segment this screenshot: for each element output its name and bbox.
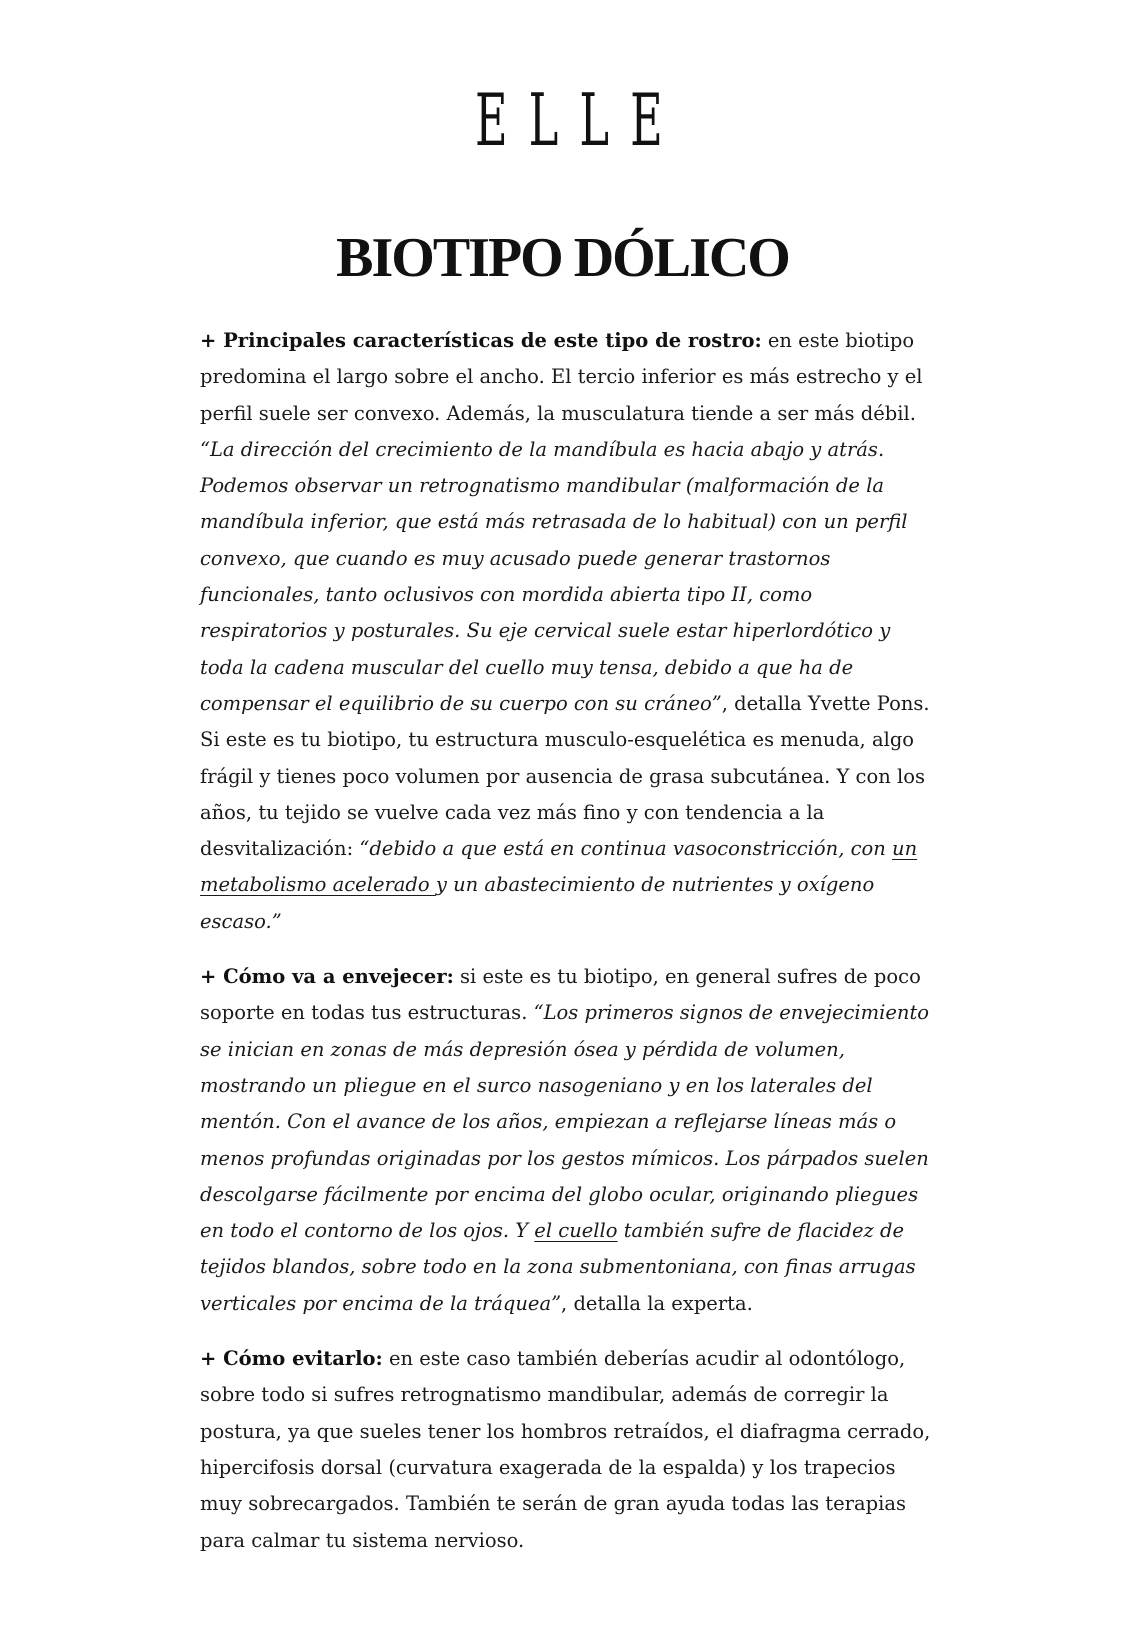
link-metabolismo-acelerado[interactable]: un metabolismo acelerado xyxy=(200,837,918,897)
paragraph-aging xyxy=(200,959,940,1322)
masthead xyxy=(0,78,1125,162)
text-characteristics-intro: en este biotipo predomina el largo sobre el ancho. El tercio inferior es más estrecho y el perfil suele ser convexo. Además, la musculatura tiende a ser más débil. xyxy=(200,329,923,425)
quote-aging-start: “Los primeros signos de envejecimiento se inician en zonas de más depresión ósea y pérdida de volumen, mostrando un pliegue en el surco nasogeniano y en los laterales del mentón. Con el avance de los años, empiezan a reflejarse líneas más o menos profundas originadas por los gestos mímicos. Los párpados suelen descolgarse fácilmente por encima del globo ocular, originando pliegues en todo el contorno de los ojos. Y xyxy=(200,1001,930,1243)
text-aging-intro: si este es tu biotipo, en general sufres de poco soporte en todas tus estructuras. xyxy=(200,965,921,1025)
paragraph-characteristics xyxy=(200,323,940,940)
section-heading-characteristics: + Principales características de este tipo de rostro: xyxy=(200,329,762,352)
quote-metabolism-end: y un abastecimiento de nutrientes y oxígeno escaso.” xyxy=(200,873,875,933)
article-body xyxy=(200,323,940,1578)
text-characteristics-body: , detalla Yvette Pons. Si este es tu biotipo, tu estructura musculo-esquelética es menuda, algo frágil y tienes poco volumen por ausencia de grasa subcutánea. Y con los años, tu tejido se vuelve cada vez más fino y con tendencia a la desvitalización: xyxy=(200,691,930,861)
quote-metabolism-start: “debido a que está en continua vasoconstricción, con xyxy=(359,837,893,861)
elle-logo[interactable]: ELLE xyxy=(475,78,684,162)
paragraph-prevention xyxy=(200,1341,940,1559)
section-heading-aging: + Cómo va a envejecer: xyxy=(200,965,454,989)
article-title: BIOTIPO DÓLICO xyxy=(336,227,789,289)
text-aging-attribution: , detalla la experta. xyxy=(561,1291,753,1315)
quote-characteristics: “La dirección del crecimiento de la mandíbula es hacia abajo y atrás. Podemos observar un retrognatismo mandibular (malformación de la mandíbula inferior, que está más retrasada de lo habitual) con un perfil convexo, que cuando es muy acusado puede generar trastornos funcionales, tanto oclusivos con mordida abierta tipo II, como respiratorios y posturales. Su eje cervical suele estar hiperlordótico y toda la cadena muscular del cuello muy tensa, debido a que ha de compensar el equilibrio de su cuerpo con su cráneo” xyxy=(200,437,908,715)
section-heading-prevention: + Cómo evitarlo: xyxy=(200,1347,383,1371)
link-el-cuello[interactable]: el cuello xyxy=(534,1219,618,1243)
quote-aging-end: también sufre de flacidez de tejidos blandos, sobre todo en la zona submentoniana, con finas arrugas verticales por encima de la tráquea” xyxy=(200,1219,916,1315)
text-prevention: en este caso también deberías acudir al odontólogo, sobre todo si sufres retrognatismo mandibular, además de corregir la postura, ya que sueles tener los hombros retraídos, el diafragma cerrado, hipercifosis dorsal (curvatura exagerada de la espalda) y los trapecios muy sobrecargados. También te serán de gran ayuda todas las terapias para calmar tu sistema nervioso. xyxy=(200,1347,931,1552)
